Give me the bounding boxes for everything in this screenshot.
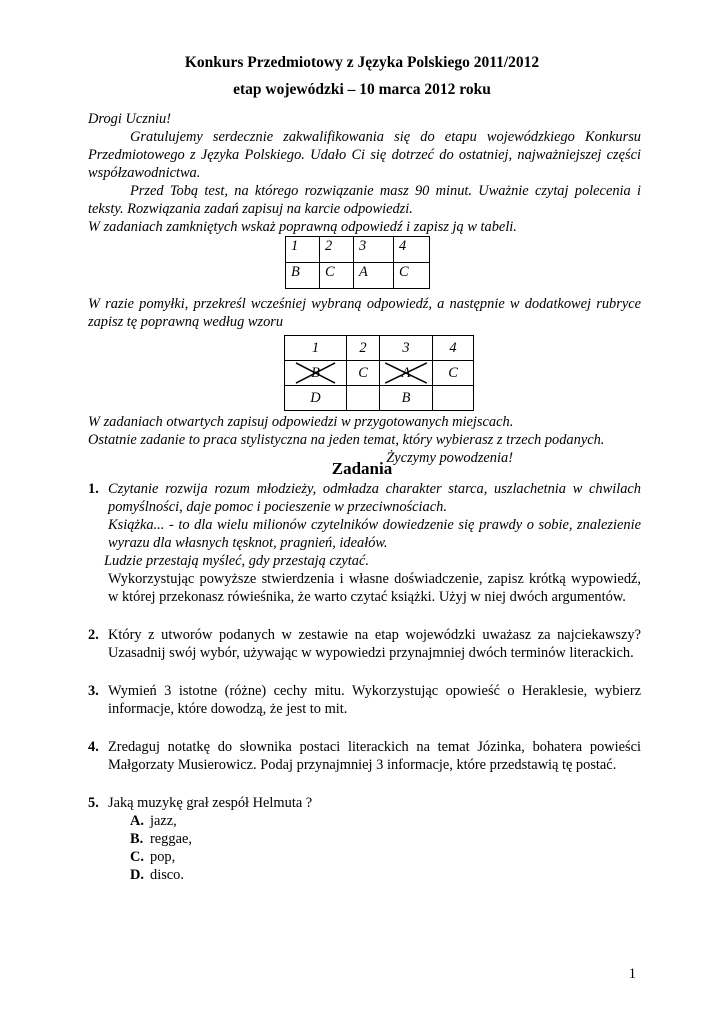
answer-option-c [130,848,641,866]
table-cell [347,386,380,411]
page-number: 1 [628,966,636,982]
task-text: Wykorzystując powyższe stwierdzenia i własne doświadczenie, zapisz krótką wypowiedź, w której przekonasz rówieśnika, że warto czytać książki. Użyj w niej dwóch argumentów. [108,571,641,605]
task-3 [88,682,641,718]
table-cell: A [354,263,394,289]
intro-paragraph-2: Przed Tobą test, na którego rozwiązanie masz 90 minut. Uważnie czytaj polecenia i teksty. Rozwiązania zadań zapisuj na karcie odpowiedzi. [88,183,641,217]
table-cell: 1 [286,237,320,263]
task-list [88,480,641,884]
table-cell: C [320,263,354,289]
answer-option-d [130,866,641,884]
task-number: 1. [88,481,99,497]
document-title: Konkurs Przedmiotowy z Języka Polskiego 2011/2012 [184,54,540,71]
task-2 [88,626,641,662]
task-text: Który z utworów podanych w zestawie na etap wojewódzki uważasz za najciekawszy? Uzasadnij swój wybór, używając w wypowiedzi przynajmniej dwóch terminów literackich. [108,627,641,661]
intro-paragraph-4: W razie pomyłki, przekreśl wcześniej wybraną odpowiedź, a następnie w dodatkowej rubryce zapisz tę poprawną według wzoru [88,296,641,330]
task-quote: Czytanie rozwija rozum młodzieży, odmładza charakter starca, uszlachetnia w chwilach pomyślności, daje pomoc i pocieszenie w przeciwnościach. [108,481,641,515]
option-text: pop, [150,849,176,865]
table-cell: C [433,361,474,386]
table-cell: 4 [394,237,430,263]
answer-option-b [130,830,641,848]
option-text: jazz, [150,813,177,829]
task-text: Jaką muzykę grał zespół Helmuta ? [108,795,313,811]
task-number: 2. [88,627,99,643]
task-5 [88,794,641,884]
option-letter: C. [130,849,144,865]
table-cell: 2 [347,336,380,361]
option-letter: D. [130,867,144,883]
task-number: 4. [88,739,99,755]
task-number: 5. [88,795,99,811]
document-subtitle: etap wojewódzki – 10 marca 2012 roku [233,81,491,98]
instructions [88,110,641,467]
option-text: disco. [150,867,184,883]
table-cell: 3 [354,237,394,263]
answer-options [130,812,641,884]
crossed-out-answer-cell [285,361,347,386]
section-title: Zadania [331,459,393,478]
good-luck-wish: Życzymy powodzenia! [386,450,513,466]
table-cell: B [380,386,433,411]
table-cell: B [286,263,320,289]
table-cell: D [285,386,347,411]
option-text: reggae, [150,831,192,847]
table-cell: C [394,263,430,289]
table-cell: 1 [285,336,347,361]
table-cell [433,386,474,411]
correction-example-table [284,335,474,411]
example-answer-table [285,236,430,289]
task-text: Wymień 3 istotne (różne) cechy mitu. Wykorzystując opowieść o Heraklesie, wybierz informacje, które dowodzą, że jest to mit. [108,683,641,717]
task-number: 3. [88,683,99,699]
table-cell: C [347,361,380,386]
greeting: Drogi Uczniu! [88,111,172,127]
task-1 [88,480,641,606]
table-cell: 4 [433,336,474,361]
task-4 [88,738,641,774]
intro-paragraph-3: W zadaniach zamkniętych wskaż poprawną odpowiedź i zapisz ją w tabeli. [88,219,517,235]
table-cell: 2 [320,237,354,263]
table-cell: 3 [380,336,433,361]
intro-paragraph-6: Ostatnie zadanie to praca stylistyczna na jeden temat, który wybierasz z trzech podanych. [88,432,605,448]
intro-paragraph-5: W zadaniach otwartych zapisuj odpowiedzi w przygotowanych miejscach. [88,414,514,430]
crossed-out-answer-cell [380,361,433,386]
task-quote: Książka... - to dla wielu milionów czytelników dowiedzenie się prawdy o sobie, znalezienie wyrazu dla własnych tęsknot, pragnień, ideałów. [108,517,641,551]
table-cell-text: B [311,365,320,381]
table-cell-text: A [401,365,411,381]
option-letter: B. [130,831,144,847]
option-letter: A. [130,813,144,829]
intro-paragraph-1: Gratulujemy serdecznie zakwalifikowania się do etapu wojewódzkiego Konkursu Przedmiotowego z Języka Polskiego. Udało Ci się dotrzeć do ostatniej, najważniejszej części współzawodnictwa. [88,129,641,181]
task-quote: Ludzie przestają myśleć, gdy przestają czytać. [104,553,369,569]
task-text: Zredaguj notatkę do słownika postaci literackich na temat Józinka, bohatera powieści Małgorzaty Musierowicz. Podaj przynajmniej 3 informacje, które przedstawią tę postać. [108,739,641,773]
answer-option-a [130,812,641,830]
